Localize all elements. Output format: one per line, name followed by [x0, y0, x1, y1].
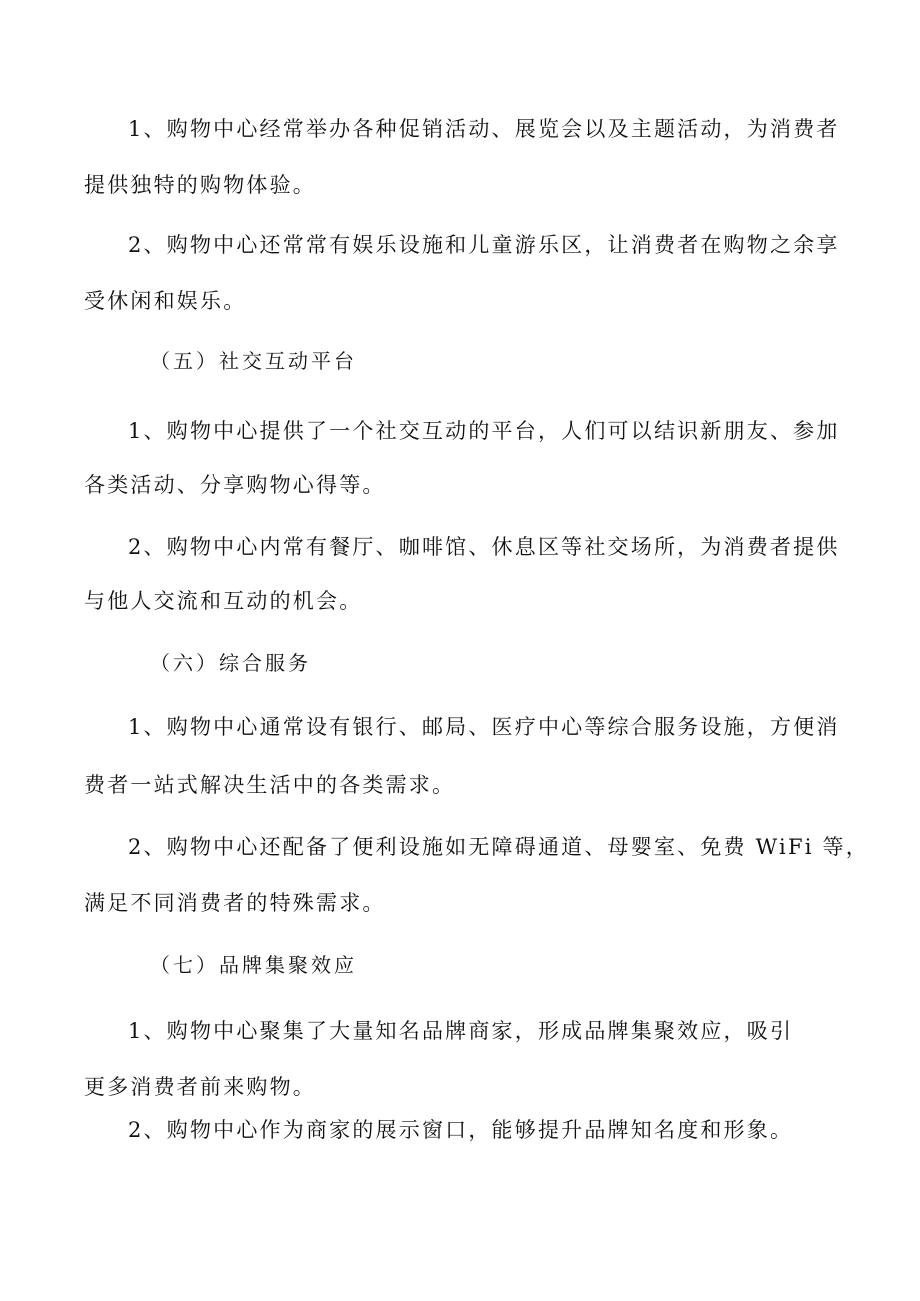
paragraph-line: 费者一站式解决生活中的各类需求。: [84, 773, 456, 797]
paragraph-line: 各类活动、分享购物心得等。: [84, 473, 386, 497]
paragraph-line: 1、购物中心提供了一个社交互动的平台，人们可以结识新朋友、参加: [128, 419, 840, 443]
paragraph-line: 受休闲和娱乐。: [84, 289, 247, 313]
section-heading: （七）品牌集聚效应: [150, 953, 357, 977]
paragraph-line: 1、购物中心通常设有银行、邮局、医疗中心等综合服务设施，方便消: [128, 715, 840, 739]
paragraph-line: 1、购物中心聚集了大量知名品牌商家，形成品牌集聚效应，吸引: [128, 1019, 794, 1043]
paragraph-line: 更多消费者前来购物。: [84, 1075, 316, 1099]
paragraph-line: 满足不同消费者的特殊需求。: [84, 891, 386, 915]
paragraph-line: 提供独特的购物体验。: [84, 173, 316, 197]
section-heading: （六）综合服务: [150, 651, 311, 675]
paragraph-line: 2、购物中心还配备了便利设施如无障碍通道、母婴室、免费 WiFi 等，: [128, 835, 869, 859]
paragraph-line: 1、购物中心经常举办各种促销活动、展览会以及主题活动，为消费者: [128, 117, 840, 141]
paragraph-line: 与他人交流和互动的机会。: [84, 589, 363, 613]
paragraph-line: 2、购物中心作为商家的展示窗口，能够提升品牌知名度和形象。: [128, 1118, 794, 1142]
paragraph-line: 2、购物中心内常有餐厅、咖啡馆、休息区等社交场所，为消费者提供: [128, 535, 840, 559]
paragraph-line: 2、购物中心还常常有娱乐设施和儿童游乐区，让消费者在购物之余享: [128, 233, 840, 257]
section-heading: （五）社交互动平台: [150, 349, 357, 373]
